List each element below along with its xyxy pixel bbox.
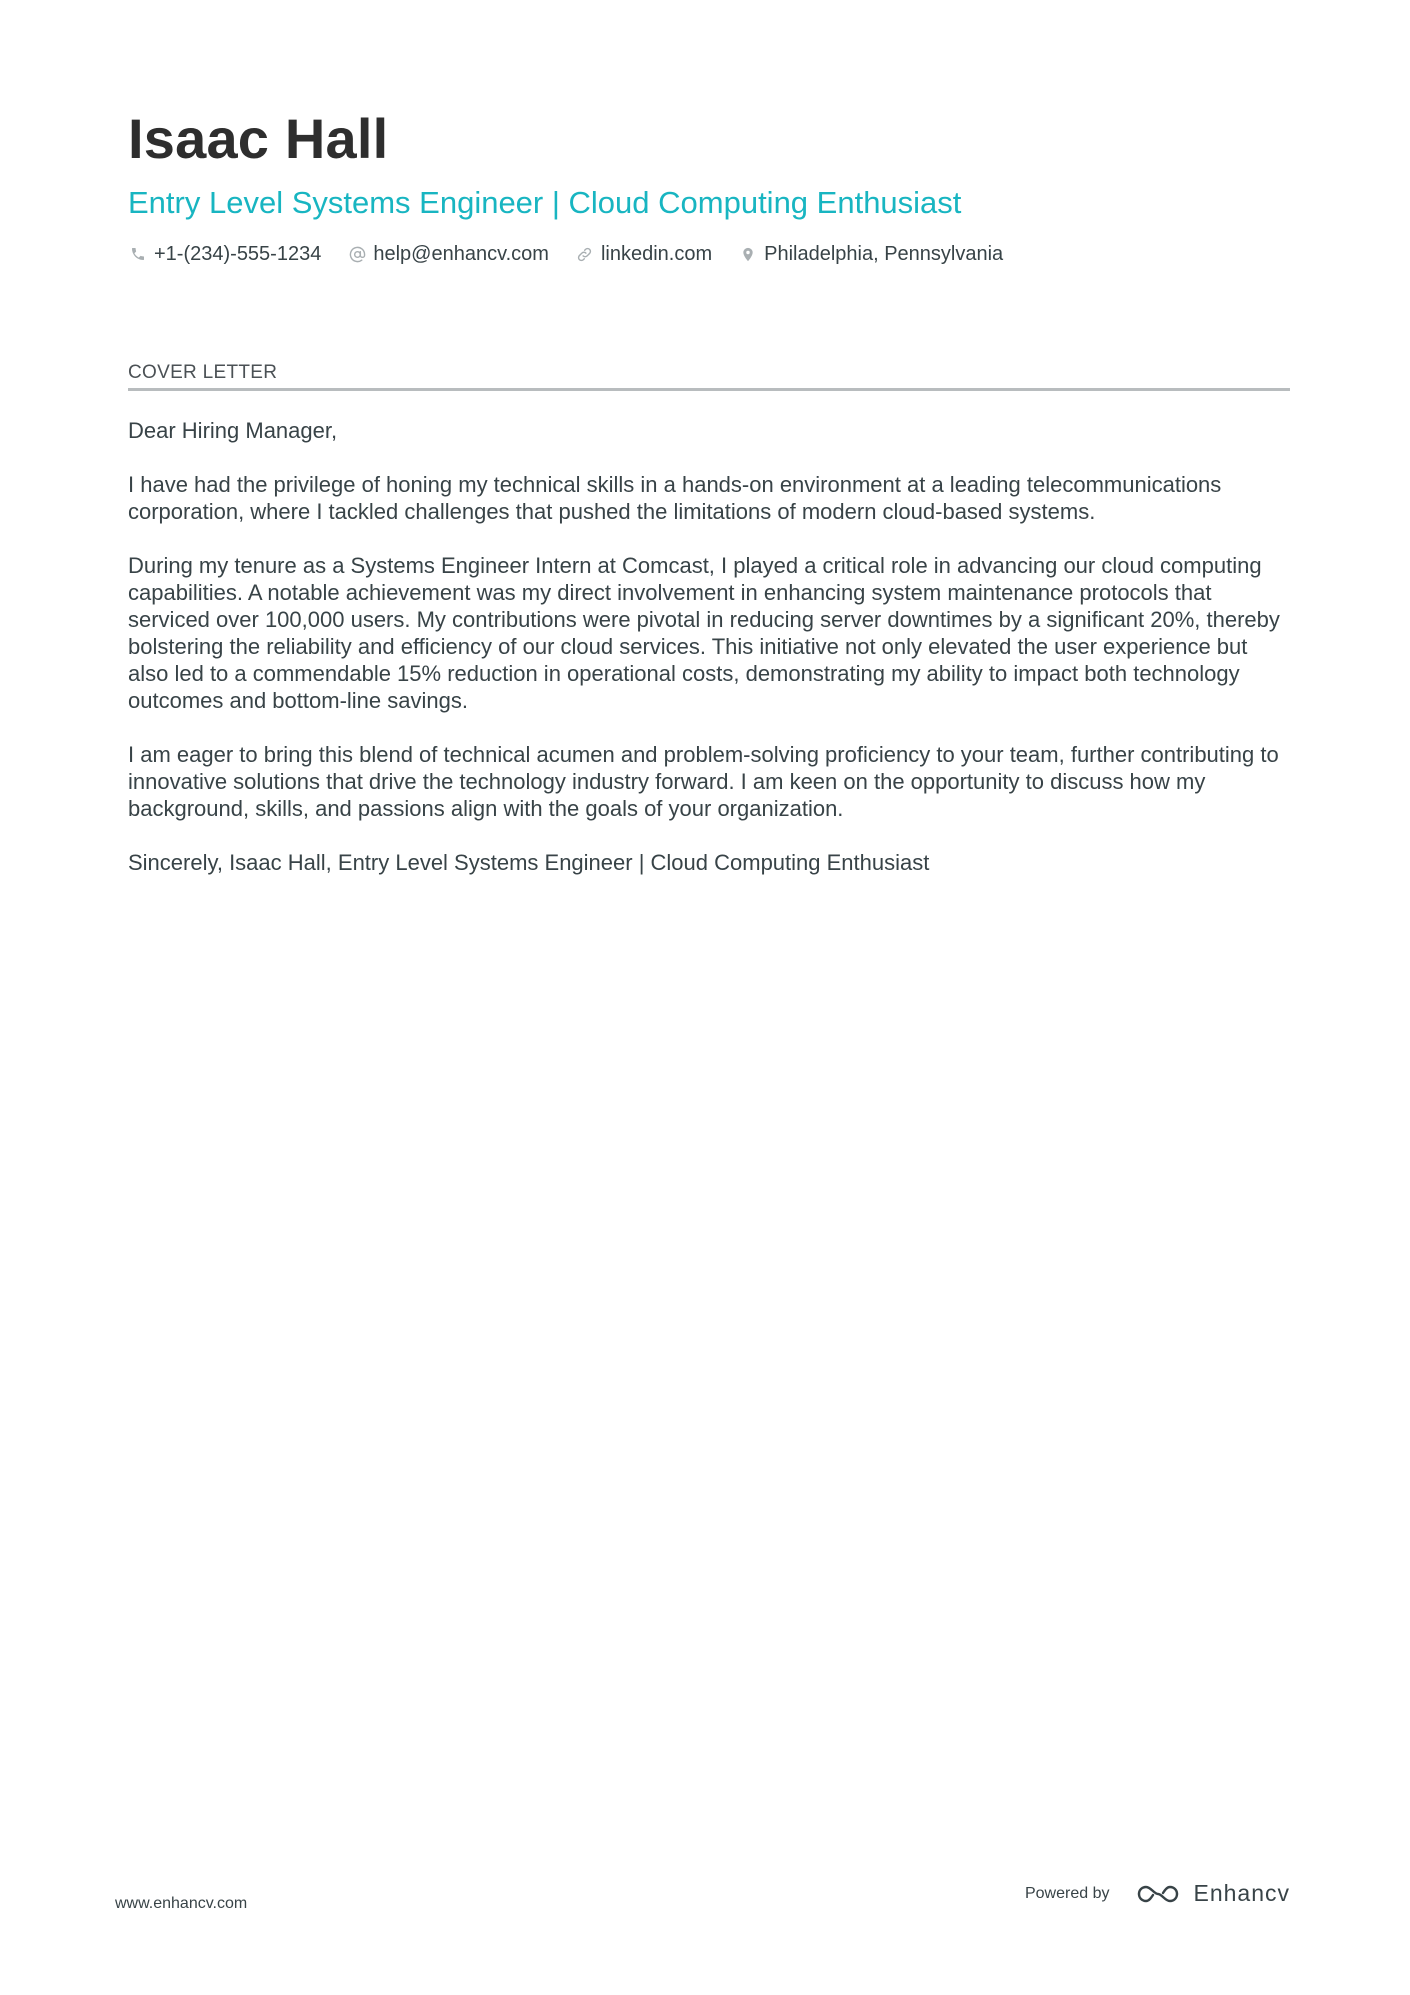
powered-by-label: Powered by xyxy=(1024,1884,1110,1902)
contact-linkedin[interactable] xyxy=(575,243,712,266)
enhancv-logo-icon xyxy=(1135,1882,1181,1906)
email-text: help@enhancv.com xyxy=(373,242,549,265)
letter-greeting: Dear Hiring Manager, xyxy=(128,417,338,443)
cover-letter-body xyxy=(128,417,1290,876)
candidate-title: Entry Level Systems Engineer | Cloud Computing Enthusiast xyxy=(128,184,962,220)
at-icon xyxy=(347,244,367,264)
location-pin-icon xyxy=(738,244,758,264)
footer-website[interactable]: www.enhancv.com xyxy=(115,1895,248,1912)
linkedin-text: linkedin.com xyxy=(600,242,713,265)
phone-text: +1-(234)-555-1234 xyxy=(154,242,322,265)
footer-branding xyxy=(1025,1880,1290,1907)
phone-icon xyxy=(128,244,148,264)
letter-paragraph: I have had the privilege of honing my technical skills in a hands-on environment at a leading telecommunications corporation, where I tackled challenges that pushed the limitations of modern cloud-based systems. xyxy=(128,471,1222,524)
letter-closing: Sincerely, Isaac Hall, Entry Level Systems Engineer | Cloud Computing Enthusiast xyxy=(128,849,930,875)
link-icon xyxy=(575,244,595,264)
letter-paragraph: During my tenure as a Systems Engineer Intern at Comcast, I played a critical role in advancing our cloud computing capabilities. A notable achievement was my direct involvement in enhancing system maintenance protocols that serviced over 100,000 users. My contributions were pivotal in reducing server downtimes by a significant 20%, thereby bolstering the reliability and efficiency of our cloud services. This initiative not only elevated the user experience but also led to a commendable 15% reduction in operational costs, demonstrating my ability to impact both technology outcomes and bottom-line savings. xyxy=(128,552,1280,713)
contact-location xyxy=(738,243,1003,266)
contact-bar xyxy=(128,243,1290,266)
contact-phone[interactable] xyxy=(128,243,321,266)
section-title-cover-letter: COVER LETTER xyxy=(128,362,1290,391)
enhancv-brand-name: Enhancv xyxy=(1193,1880,1290,1906)
letter-paragraph: I am eager to bring this blend of technical acumen and problem-solving proficiency to your team, further contributing to innovative solutions that drive the technology industry forward. I am keen on the opportunity to discuss how my background, skills, and passions align with the goals of your organization. xyxy=(128,741,1279,821)
candidate-name: Isaac Hall xyxy=(128,107,389,170)
contact-email[interactable] xyxy=(347,243,549,266)
resume-page xyxy=(128,108,1290,903)
location-text: Philadelphia, Pennsylvania xyxy=(764,242,1004,265)
